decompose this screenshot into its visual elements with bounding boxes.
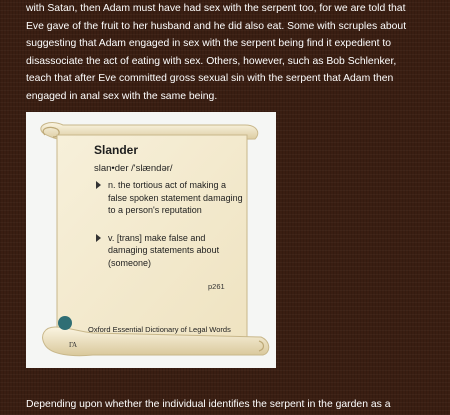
scroll-illustration — [33, 119, 271, 363]
sense-text: n. the tortious act of making a false spoken statement damaging to a person's reputation — [108, 180, 243, 215]
logo-text: ΓΑ — [69, 341, 78, 349]
paragraph-line: Depending upon whether the individual identifies the serpent in the garden as a — [26, 399, 391, 410]
paragraph-line: disassociate the act of eating with sex. Others, however, such as Bob Schlenker, — [26, 55, 397, 67]
page-reference: p261 — [208, 282, 225, 291]
article-paragraph-1 — [26, 0, 434, 105]
oxford-logo-icon — [58, 316, 72, 330]
triangle-right-icon — [96, 234, 101, 242]
sense-verb — [94, 232, 244, 270]
dictionary-image — [26, 112, 276, 368]
paragraph-line: engaged in anal sex with the same being. — [26, 90, 218, 102]
source-caption: Oxford Essential Dictionary of Legal Words — [88, 325, 231, 334]
definition-block — [94, 143, 244, 269]
triangle-right-icon — [96, 181, 101, 189]
term-heading: Slander — [94, 143, 139, 157]
sense-noun — [94, 179, 244, 217]
pronunciation: slan•der /'slændər/ — [94, 163, 173, 174]
paragraph-line: Eve gave of the fruit to her husband and he did also eat. Some with scruples about — [26, 20, 407, 32]
paragraph-line: suggesting that Adam engaged in sex with the serpent being find it expedient to — [26, 38, 392, 49]
paragraph-line: with Satan, then Adam must have had sex with the serpent too, for we are told that — [26, 3, 406, 14]
sense-text: v. [trans] make false and damaging statements about (someone) — [108, 232, 220, 268]
article-paragraph-2 — [26, 396, 434, 414]
paragraph-line: teach that after Eve committed gross sexual sin with the serpent that Adam then — [26, 73, 394, 84]
